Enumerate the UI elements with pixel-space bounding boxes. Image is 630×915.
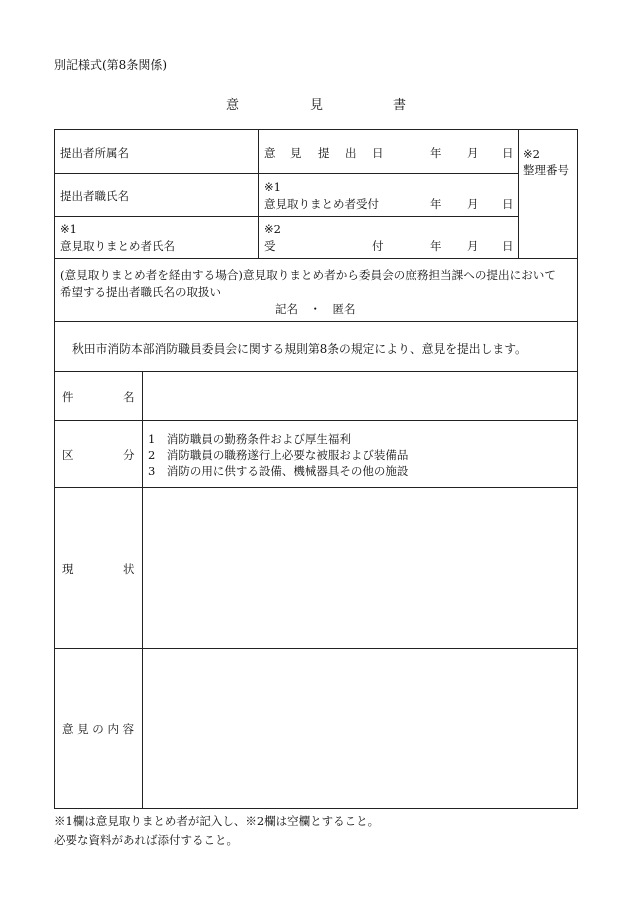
year-unit: 年 [430,239,442,253]
handling-instruction-line1: (意見取りまとめ者を経由する場合)意見取りまとめ者から委員会の庶務担当課への提出において [60,268,556,282]
divider [54,173,518,174]
char: 意 [264,146,276,160]
submitter-name-label: 提出者職氏名 [60,189,129,203]
name-disclosure-options[interactable]: 記名 ・ 匿名 [275,302,356,316]
divider [258,129,259,258]
divider [54,420,578,421]
char: 付 [372,239,384,253]
submission-statement: 秋田市消防本部消防職員委員会に関する規則第8条の規定により、意見を提出します。 [72,342,527,356]
title-char-3: 書 [393,98,407,113]
char: 件 [62,390,74,404]
char: 受 [264,239,276,253]
day-unit: 日 [502,197,514,211]
ref-mark-1: ※1 [264,180,281,194]
table-border-bottom [54,808,578,809]
char: 現 [62,562,74,576]
coordinator-receipt-label: 意見取りまとめ者受付 [264,197,379,211]
handling-instruction-line2: 希望する提出者職氏名の取扱い [60,285,221,299]
title-char-1: 意 [226,98,240,113]
category-option-2[interactable]: 2 消防職員の職務遂行上必要な被服および装備品 [148,448,409,462]
char: 区 [62,448,74,462]
divider [518,129,519,258]
subject-field[interactable] [143,372,577,420]
coordinator-name-label: 意見取りまとめ者氏名 [60,239,175,253]
year-unit: 年 [430,146,442,160]
category-option-1[interactable]: 1 消防職員の勤務条件および厚生福利 [148,432,351,446]
reference-number-label: 整理番号 [523,163,569,177]
month-unit: 月 [467,239,479,253]
month-unit: 月 [467,197,479,211]
divider [54,258,578,259]
form-caption: 別記様式(第8条関係) [54,58,167,72]
table-border-right [577,129,578,809]
day-unit: 日 [502,146,514,160]
footnote-2: 必要な資料があれば添付すること。 [54,833,238,847]
divider [54,321,578,322]
char: 名 [123,390,135,404]
current-state-field[interactable] [143,488,577,648]
ref-mark-2: ※2 [264,222,281,236]
table-border-left [54,129,55,809]
ref-mark-2: ※2 [523,147,540,161]
char: 提 [318,146,330,160]
footnote-1: ※1欄は意見取りまとめ者が記入し、※2欄は空欄とすること。 [54,814,380,828]
opinion-content-field[interactable] [143,649,577,808]
opinion-content-label: 意 見 の 内 容 [62,722,135,736]
affiliation-label: 提出者所属名 [60,146,129,160]
char: 見 [290,146,302,160]
ref-mark-1: ※1 [60,222,77,236]
title-char-2: 見 [310,98,324,113]
char: 状 [123,562,135,576]
char: 分 [123,448,135,462]
year-unit: 年 [430,197,442,211]
char: 日 [372,146,384,160]
month-unit: 月 [467,146,479,160]
category-option-3[interactable]: 3 消防の用に供する設備、機械器具その他の施設 [148,464,409,478]
day-unit: 日 [502,239,514,253]
table-border-top [54,129,578,130]
char: 出 [345,146,357,160]
divider [54,216,518,217]
